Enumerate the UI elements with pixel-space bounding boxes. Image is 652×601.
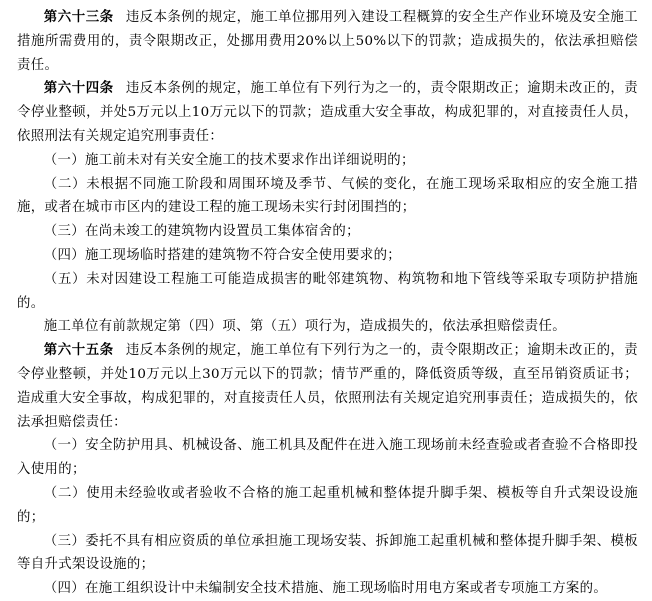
article-64-item-3: （三）在尚未竣工的建筑物内设置员工集体宿舍的；	[43, 224, 360, 240]
article-65-item-1: （一）安全防护用具、机械设备、施工机具及配件在进入施工现场前未经查验或者查验不合格即投入使用的；	[17, 438, 638, 478]
article-number: 第六十五条	[43, 343, 114, 359]
article-64-tail: 施工单位有前款规定第（四）项、第（五）项行为，造成损失的，依法承担赔偿责任。	[43, 319, 566, 335]
article-text: 违反本条例的规定，施工单位有下列行为之一的，责令限期改正；逾期未改正的，责令停业整顿，并处10万元以上30万元以下的罚款；情节严重的，降低资质等级，直至吊销资质证书；造成重大安全事故，构成犯罪的，对直接责任人员，依照刑法有关规定追究刑事责任；造成损失的，依法承担赔偿责任：	[17, 343, 639, 430]
article-65-item-4: （四）在施工组织设计中未编制安全技术措施、施工现场临时用电方案或者专项施工方案的。	[43, 581, 608, 597]
article-number: 第六十三条	[43, 10, 114, 25]
article-65-item-3: （三）委托不具有相应资质的单位承担施工现场安装、拆卸施工起重机械和整体提升脚手架、模板等自升式架设设施的；	[17, 533, 638, 573]
article-65	[17, 339, 638, 434]
article-number: 第六十四条	[43, 81, 114, 97]
article-64	[17, 77, 638, 148]
article-64-item-2: （二）未根据不同施工阶段和周围环境及季节、气候的变化，在施工现场采取相应的安全施工措施，或者在城市市区内的建设工程的施工现场未实行封闭围挡的；	[17, 176, 638, 216]
article-63	[17, 6, 638, 77]
article-64-item-5: （五）未对因建设工程施工可能造成损害的毗邻建筑物、构筑物和地下管线等采取专项防护措施的。	[17, 271, 638, 311]
article-text: 违反本条例的规定，施工单位有下列行为之一的，责令限期改正；逾期未改正的，责令停业整顿，并处5万元以上10万元以下的罚款；造成重大安全事故，构成犯罪的，对直接责任人员，依照刑法有关规定追究刑事责任：	[17, 81, 639, 144]
article-64-item-1: （一）施工前未对有关安全施工的技术要求作出详细说明的；	[43, 152, 415, 168]
article-text: 违反本条例的规定，施工单位挪用列入建设工程概算的安全生产作业环境及安全施工措施所需费用的，责令限期改正，处挪用费用20%以上50%以下的罚款；造成损失的，依法承担赔偿责任。	[17, 10, 639, 73]
article-64-item-4: （四）施工现场临时搭建的建筑物不符合安全使用要求的；	[43, 247, 402, 263]
article-65-item-2: （二）使用未经验收或者验收不合格的施工起重机械和整体提升脚手架、模板等自升式架设设施的；	[17, 485, 638, 525]
